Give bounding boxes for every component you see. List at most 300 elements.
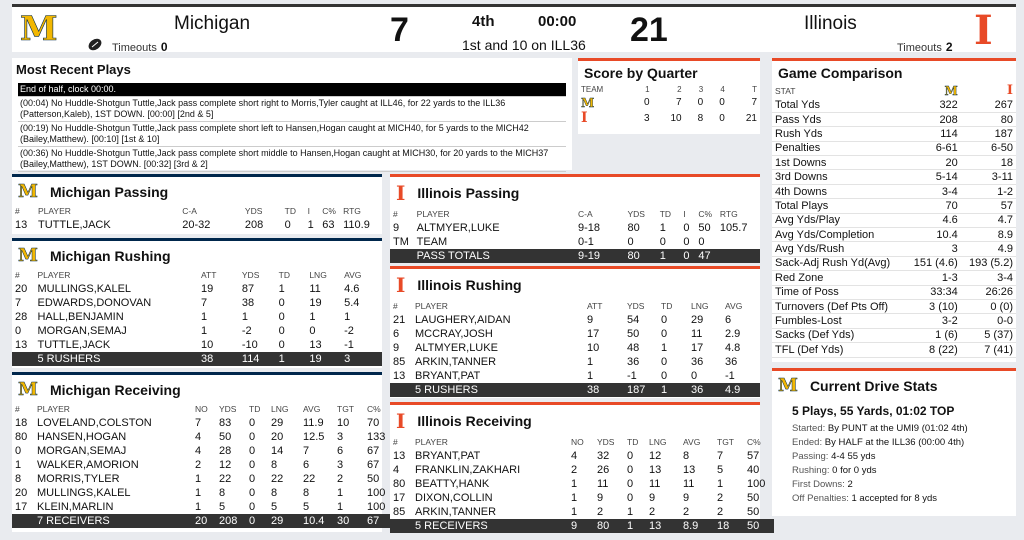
score-home: 7	[390, 11, 409, 49]
table-cell: 4.6	[906, 213, 961, 227]
table-cell: 67	[367, 459, 380, 471]
table-cell: 1	[15, 459, 22, 471]
scoreboard	[12, 4, 1016, 52]
table-cell: 6	[337, 445, 344, 457]
illinois-logo: I	[396, 409, 406, 433]
table-cell: 12	[649, 450, 662, 462]
table-cell: 0	[249, 487, 256, 499]
table-cell: 0	[278, 325, 285, 337]
table-cell: 36	[688, 383, 722, 397]
table-cell: 8	[15, 473, 22, 485]
table-row	[12, 296, 382, 310]
col-header: TD	[278, 270, 291, 280]
game-clock: 00:00	[538, 13, 577, 30]
table-cell: ARKIN,TANNER	[415, 356, 497, 368]
col-header: C-A	[577, 209, 593, 219]
table-row	[390, 369, 760, 383]
table-cell: 18	[15, 417, 28, 429]
table-cell: MORGAN,SEMAJ	[37, 325, 127, 337]
table-cell: 7	[195, 417, 202, 429]
table-cell: 30	[334, 514, 364, 528]
drive-label: Passing:	[792, 451, 829, 462]
table-cell: 8	[683, 450, 690, 462]
illinois-logo: I	[974, 7, 993, 54]
table-cell: 13	[649, 464, 662, 476]
table-cell: 133	[367, 431, 386, 443]
table-row	[390, 477, 774, 491]
table-cell: Penalties	[772, 141, 906, 155]
table-cell: 0	[278, 339, 285, 351]
table-cell: Avg Yds/Completion	[772, 228, 906, 242]
panel-title	[390, 177, 760, 207]
table-cell: 80	[624, 249, 656, 263]
score-by-quarter-title: Score by Quarter	[584, 65, 698, 81]
stats-table	[12, 268, 382, 366]
col-header: TEAM	[581, 84, 604, 94]
game-comparison-panel	[772, 58, 1016, 362]
table-row	[772, 314, 1016, 328]
stats-table	[12, 402, 394, 528]
panel-title-text: Illinois Passing	[417, 185, 520, 201]
table-cell: 80	[393, 478, 406, 490]
total-row	[390, 249, 760, 263]
table-cell: 1	[309, 311, 316, 323]
table-cell: 2	[649, 506, 656, 518]
table-cell: 5	[303, 501, 310, 513]
table-cell	[390, 249, 414, 263]
table-cell: 80	[961, 112, 1016, 126]
table-cell: -2	[241, 325, 252, 337]
table-cell: 0	[249, 417, 256, 429]
table-cell: 1	[571, 478, 578, 490]
table-cell: 8.9	[961, 228, 1016, 242]
table-cell: 0	[249, 473, 256, 485]
table-cell: 20	[15, 283, 28, 295]
table-cell: TFL (Def Yds)	[772, 343, 906, 357]
table-cell: 22	[219, 473, 232, 485]
illinois-passing-panel	[390, 174, 760, 262]
col-header: T	[752, 84, 757, 94]
table-cell: 0	[627, 478, 634, 490]
table-cell: 0	[691, 370, 698, 382]
table-cell: 17	[691, 342, 704, 354]
table-cell: 54	[627, 314, 640, 326]
table-cell: 2	[597, 506, 604, 518]
col-header: #	[393, 437, 398, 447]
table-row	[578, 110, 760, 126]
table-cell: 1st Downs	[772, 156, 906, 170]
table-cell: 29	[271, 417, 284, 429]
drive-value: 2	[847, 479, 853, 490]
table-cell: 1	[195, 501, 202, 513]
col-header: 1	[645, 84, 650, 94]
stats-table	[390, 435, 774, 533]
col-header: C%	[747, 437, 761, 447]
table-cell: 6	[725, 314, 732, 326]
table-cell: 6-50	[961, 141, 1016, 155]
table-cell: 4.7	[961, 213, 1016, 227]
table-cell: MULLINGS,KALEL	[37, 283, 132, 295]
table-cell: 18	[714, 519, 744, 533]
table-cell: 1	[337, 487, 344, 499]
team-name-away: Illinois	[804, 13, 857, 34]
col-header: TGT	[717, 437, 734, 447]
total-row	[390, 383, 760, 397]
drive-label: Off Penalties:	[792, 493, 849, 504]
table-cell: 9	[393, 222, 400, 234]
table-cell: 8 (22)	[906, 343, 961, 357]
col-header: YDS	[627, 301, 645, 311]
table-cell: Avg Yds/Play	[772, 213, 906, 227]
table-cell: 4	[571, 450, 578, 462]
michigan-logo: M	[20, 9, 58, 49]
col-header: ATT	[201, 270, 217, 280]
table-cell: 0	[627, 236, 634, 248]
table-cell: -2	[344, 325, 354, 337]
drive-label: First Downs:	[792, 479, 845, 490]
table-cell: Sacks (Def Yds)	[772, 328, 906, 342]
table-cell: Pass Yds	[772, 112, 906, 126]
table-cell: 40	[747, 464, 760, 476]
table-cell: 29	[691, 314, 704, 326]
table-cell: 3	[341, 352, 382, 366]
table-row	[12, 444, 394, 458]
table-cell: 105.7	[719, 222, 748, 234]
table-cell: 3	[906, 242, 961, 256]
table-cell: 13	[683, 464, 696, 476]
table-cell: 2	[195, 459, 202, 471]
table-row	[772, 228, 1016, 242]
table-cell: 1	[624, 519, 646, 533]
table-cell: 208	[216, 514, 246, 528]
table-row	[390, 491, 774, 505]
drive-line	[772, 492, 1016, 506]
col-header: NO	[195, 404, 208, 414]
table-row	[12, 500, 394, 514]
current-drive-title: Current Drive Stats	[809, 377, 938, 394]
col-header: #	[15, 206, 20, 216]
table-cell: 17	[587, 328, 600, 340]
table-cell: 5 RUSHERS	[34, 352, 198, 366]
table-cell: 3	[337, 431, 344, 443]
table-cell: ALTMYER,LUKE	[416, 222, 500, 234]
table-cell: 47	[695, 249, 717, 263]
table-cell: Red Zone	[772, 271, 906, 285]
stats-table	[12, 204, 382, 232]
table-cell: 0	[627, 450, 634, 462]
table-cell: 1	[241, 311, 249, 323]
table-cell: 0	[680, 249, 695, 263]
table-row	[12, 458, 394, 472]
col-header: C%	[698, 209, 713, 219]
table-cell: 9	[568, 519, 594, 533]
table-cell: 8	[697, 112, 704, 124]
drive-line	[772, 436, 1016, 450]
table-cell: 0	[698, 236, 705, 248]
table-cell: 38	[584, 383, 624, 397]
table-cell: 1	[278, 283, 285, 295]
table-row	[390, 463, 774, 477]
table-cell: 10	[587, 342, 600, 354]
table-cell: 13	[309, 339, 322, 351]
table-cell: 2	[571, 464, 578, 476]
table-cell: 3	[643, 112, 650, 124]
col-header: RTG	[343, 206, 361, 216]
table-cell: 1	[195, 473, 202, 485]
drive-lines	[772, 422, 1016, 506]
table-row	[772, 98, 1016, 112]
table-cell: 12.5	[303, 431, 325, 443]
table-cell: 7	[15, 297, 22, 309]
panel-title-text: Michigan Rushing	[49, 247, 171, 264]
table-cell: 11	[309, 283, 321, 295]
table-row	[772, 112, 1016, 126]
table-cell: 1	[337, 501, 344, 513]
table-cell: 20	[271, 431, 284, 443]
timeouts-away	[897, 40, 953, 54]
table-cell: 0	[249, 431, 256, 443]
table-cell: 50	[744, 519, 774, 533]
table-cell: 1	[659, 222, 666, 234]
table-cell: 33:34	[906, 285, 961, 299]
table-cell: MORRIS,TYLER	[37, 473, 120, 485]
table-cell: 0	[719, 97, 725, 108]
col-header: TD	[249, 404, 261, 414]
table-cell: -1	[627, 370, 637, 382]
table-cell: 193 (5.2)	[961, 256, 1016, 270]
table-cell: LOVELAND,COLSTON	[37, 417, 152, 429]
table-cell: MULLINGS,KALEL	[37, 487, 131, 499]
col-header: AVG	[303, 404, 321, 414]
illinois-logo: I	[581, 110, 588, 126]
table-cell: 29	[268, 514, 300, 528]
table-cell: 20	[192, 514, 216, 528]
table-row	[772, 285, 1016, 299]
table-cell: 0	[627, 464, 634, 476]
table-cell: 8.9	[680, 519, 714, 533]
table-cell: 2	[683, 506, 690, 518]
table-row	[390, 235, 760, 249]
table-cell: Total Plays	[772, 199, 906, 213]
table-cell: 28	[15, 311, 28, 323]
col-header: NO	[571, 437, 584, 447]
col-header: LNG	[271, 404, 289, 414]
table-cell: EDWARDS,DONOVAN	[37, 297, 152, 309]
down-distance: 1st and 10 on ILL36	[462, 37, 586, 53]
table-cell: HANSEN,HOGAN	[37, 431, 127, 443]
score-by-quarter-panel	[578, 58, 760, 134]
timeouts-away-count: 2	[945, 40, 953, 54]
panel-title	[390, 269, 760, 299]
michigan-logo: M	[778, 375, 798, 396]
drive-value: By PUNT at the UMI9 (01:02 4th)	[827, 423, 968, 434]
table-cell: 20	[15, 487, 28, 499]
table-cell: 151 (4.6)	[906, 256, 961, 270]
play-header: End of half, clock 00:00.	[18, 83, 566, 97]
col-header: #	[393, 301, 398, 311]
table-cell: 267	[961, 98, 1016, 112]
table-cell: 1	[195, 487, 202, 499]
table-cell: 1	[657, 249, 681, 263]
table-cell: 19	[201, 283, 214, 295]
table-cell: 3rd Downs	[772, 170, 906, 184]
col-header: TD	[661, 301, 673, 311]
table-row	[772, 213, 1016, 227]
table-cell: 36	[725, 356, 738, 368]
table-cell: 1	[587, 356, 594, 368]
table-cell: 0	[15, 445, 22, 457]
table-cell: 13	[646, 519, 680, 533]
table-row	[772, 256, 1016, 270]
table-cell: 4.9	[961, 242, 1016, 256]
col-header: 2	[677, 84, 682, 94]
table-cell: 21	[745, 112, 757, 124]
table-cell: 67	[367, 445, 380, 457]
table-cell: 11.9	[303, 417, 324, 429]
table-cell: 9-18	[577, 222, 601, 234]
table-cell: 10.4	[906, 228, 961, 242]
table-cell: 0	[661, 314, 668, 326]
table-row	[390, 313, 760, 327]
table-cell: 50	[367, 473, 380, 485]
table-cell: 83	[219, 417, 232, 429]
col-header: LNG	[691, 301, 709, 311]
col-header: C%	[367, 404, 381, 414]
table-cell: 9	[587, 314, 594, 326]
col-header: LNG	[309, 270, 327, 280]
header-row	[12, 204, 382, 218]
table-cell: 114	[906, 127, 961, 141]
table-cell: 0	[661, 328, 668, 340]
table-cell: 110.9	[343, 219, 370, 231]
table-cell: 1	[571, 506, 578, 518]
timeouts-home	[112, 40, 168, 54]
table-cell: ARKIN,TANNER	[415, 506, 497, 518]
table-cell: 7	[303, 445, 310, 457]
table-cell: 3-11	[961, 170, 1016, 184]
table-row	[772, 271, 1016, 285]
table-cell: 100	[367, 501, 386, 513]
table-cell: 0-0	[961, 314, 1016, 328]
table-cell: PASS TOTALS	[414, 249, 575, 263]
col-header: AVG	[344, 270, 362, 280]
table-cell: 20-32	[182, 219, 211, 231]
col-header: #	[15, 404, 20, 414]
table-cell: 4	[195, 431, 202, 443]
table-row	[772, 141, 1016, 155]
table-cell: 4.6	[344, 283, 360, 295]
table-cell: 11	[649, 478, 661, 490]
table-cell	[390, 519, 412, 533]
table-cell: 0	[246, 514, 268, 528]
table-cell: 70	[906, 199, 961, 213]
play-item: (00:36) No Huddle-Shotgun Tuttle,Jack pass complete short middle to Hansen,Hogan caught at MICH30, for 20 yards to the MICH37 (Bailey,Matthew), 1ST DOWN. [00:32] [3rd & 2]	[18, 147, 566, 172]
table-cell: 9	[393, 342, 400, 354]
table-cell: 13	[15, 219, 28, 231]
illinois-receiving-panel	[390, 402, 766, 532]
drive-line	[772, 422, 1016, 436]
drive-summary: 5 Plays, 55 Yards, 01:02 TOP	[792, 404, 955, 418]
header-row	[390, 435, 774, 449]
table-cell: 0	[661, 356, 668, 368]
table-cell: 0-1	[577, 236, 594, 248]
timeouts-label: Timeouts	[112, 42, 157, 54]
table-row	[390, 327, 760, 341]
table-cell: 6	[393, 328, 400, 340]
table-cell: 9	[597, 492, 604, 504]
col-header: TD	[627, 437, 639, 447]
table-cell: 80	[15, 431, 28, 443]
stats-table	[390, 299, 760, 397]
col-header: I	[683, 209, 686, 219]
table-cell: 5 (37)	[961, 328, 1016, 342]
stats-table	[390, 207, 760, 263]
panel-title-text: Michigan Receiving	[49, 381, 181, 398]
table-cell: 5 RUSHERS	[412, 383, 584, 397]
table-cell: 7 (41)	[961, 343, 1016, 357]
table-cell: 13	[393, 450, 406, 462]
table-cell	[717, 249, 760, 263]
table-cell: 7	[201, 297, 208, 309]
table-row	[12, 416, 394, 430]
col-header: 3	[698, 84, 704, 94]
table-cell: 80	[594, 519, 624, 533]
table-cell: 38	[198, 352, 239, 366]
table-cell: 48	[627, 342, 640, 354]
drive-line	[772, 478, 1016, 492]
col-header: TD	[284, 206, 296, 216]
col-header: PLAYER	[37, 404, 70, 414]
table-row	[772, 328, 1016, 342]
drive-value: 1 accepted for 8 yds	[851, 493, 938, 504]
table-cell: Total Yds	[772, 98, 906, 112]
table-cell: -1	[725, 370, 735, 382]
table-cell: HALL,BENJAMIN	[37, 311, 124, 323]
table-cell: TM	[393, 236, 409, 248]
table-cell: -10	[241, 339, 258, 351]
table-cell: 10	[201, 339, 214, 351]
table-row	[12, 472, 394, 486]
table-cell: 7 RECEIVERS	[34, 514, 192, 528]
drive-line	[772, 464, 1016, 478]
col-header: I	[307, 206, 310, 216]
drive-value: By HALF at the ILL36 (00:00 4th)	[824, 437, 965, 448]
table-cell: 0	[278, 297, 285, 309]
table-cell: 85	[393, 356, 406, 368]
col-header: YDS	[219, 404, 237, 414]
table-cell: 22	[303, 473, 316, 485]
table-cell: 5	[717, 464, 724, 476]
drive-label: Ended:	[792, 437, 823, 448]
table-cell: 13	[393, 370, 406, 382]
table-row	[578, 95, 760, 110]
table-cell: 187	[624, 383, 658, 397]
col-header: YDS	[597, 437, 615, 447]
table-cell: 0	[697, 97, 704, 108]
table-cell: 2	[717, 492, 724, 504]
table-cell: 10	[337, 417, 350, 429]
table-row	[390, 355, 760, 369]
panel-title	[390, 405, 760, 435]
illinois-rushing-panel	[390, 266, 760, 398]
table-cell: 3	[337, 459, 344, 471]
game-comparison-table	[772, 83, 1016, 358]
table-cell: TUTTLE,JACK	[37, 219, 111, 231]
table-cell: 5	[219, 501, 226, 513]
table-cell: 1	[717, 478, 724, 490]
table-row	[772, 343, 1016, 357]
col-header: PLAYER	[416, 209, 450, 219]
